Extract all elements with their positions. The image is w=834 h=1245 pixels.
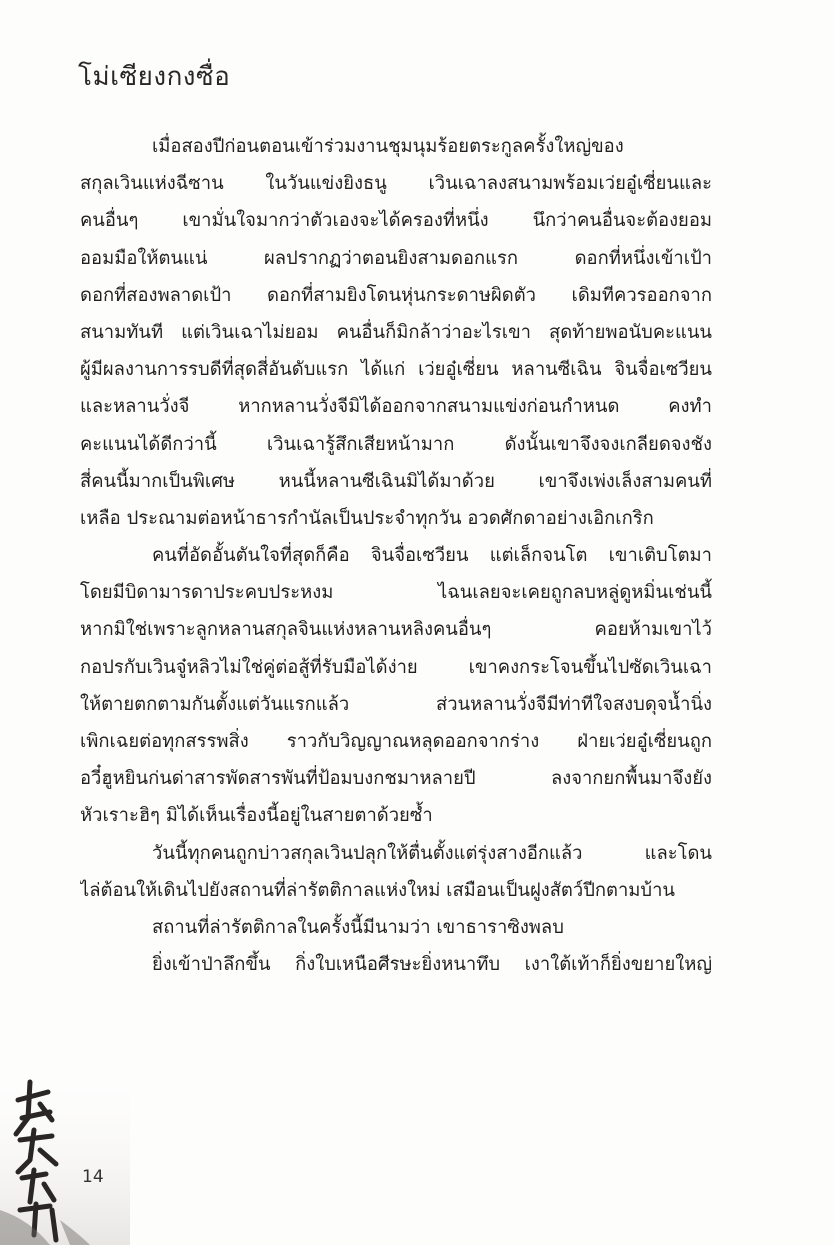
text-line: สี่คนนี้มากเป็นพิเศษ หนนี้หลานซีเฉินมิได้มาด้วย เขาจึงเพ่งเล็งสามคนที่: [80, 470, 712, 492]
text-line: ยิ่งเข้าป่าลึกขึ้น กิ่งใบเหนือศีรษะยิ่งหนาทึบ เงาใต้เท้าก็ยิ่งขยายใหญ่: [152, 954, 712, 976]
text-line: คะแนนได้ดีกว่านี้ เวินเฉารู้สึกเสียหน้ามาก ดังนั้นเขาจึงจงเกลียดจงชัง: [80, 433, 712, 455]
text-line: คนที่อัดอั้นตันใจที่สุดก็คือ จินจื่อเซวียน แต่เล็กจนโต เขาเติบโตมา: [152, 545, 712, 567]
text-line: วันนี้ทุกคนถูกบ่าวสกุลเวินปลุกให้ตื่นตั้งแต่รุ่งสางอีกแล้ว และโดน: [152, 842, 712, 864]
text-line: คนอื่นๆ เขามั่นใจมากว่าตัวเองจะได้ครองที่หนึ่ง นึกว่าคนอื่นจะต้องยอม: [80, 210, 712, 232]
text-line: สถานที่ล่ารัตติกาลในครั้งนี้มีนามว่า เขาธาราซิงพลบ: [152, 916, 564, 938]
text-line: ออมมือให้ตนแน่ ผลปรากฏว่าตอนยิงสามดอกแรก ดอกที่หนึ่งเข้าเป้า: [80, 247, 712, 269]
text-line: หัวเราะฮิๆ มิได้เห็นเรื่องนี้อยู่ในสายตาด้วยซ้ำ: [80, 805, 433, 827]
page-number: 14: [82, 1167, 104, 1187]
text-line: เมื่อสองปีก่อนตอนเข้าร่วมงานชุมนุมร้อยตระกูลครั้งใหญ่ของ: [152, 136, 624, 157]
text-line: และหลานวั่งจี หากหลานวั่งจีมิได้ออกจากสนามแข่งก่อนกำหนด คงทำ: [80, 396, 712, 418]
text-line: สนามทันที แต่เวินเฉาไม่ยอม คนอื่นก็มิกล้าว่าอะไรเขา สุดท้ายพอนับคะแนน: [80, 321, 712, 343]
text-line: โดยมีบิดามารดาประคบประหงม ไฉนเลยจะเคยถูกลบหลู่ดูหมิ่นเช่นนี้: [80, 582, 712, 604]
text-line: หากมิใช่เพราะลูกหลานสกุลจินแห่งหลานหลิงคนอื่นๆ คอยห้ามเขาไว้: [80, 619, 712, 641]
chapter-title: โม่เซียงกงซื่อ: [78, 62, 231, 92]
text-line: เหลือ ประณามต่อหน้าธารกำนัลเป็นประจำทุกวัน อวดศักดาอย่างเอิกเกริก: [80, 507, 654, 529]
body-text: [80, 128, 712, 983]
text-line: อวี๋ฮูหยินก่นด่าสารพัดสารพันที่ป้อมบงกชมาหลายปี ลงจากยกพื้นมาจึงยัง: [80, 768, 712, 790]
calligraphy-seal: [0, 1060, 130, 1245]
text-line: ไล่ต้อนให้เดินไปยังสถานที่ล่ารัตติกาลแห่งใหม่ เสมือนเป็นฝูงสัตว์ปีกตามบ้าน: [80, 879, 675, 901]
text-line: กอปรกับเวินจู๋หลิวไม่ใช่คู่ต่อสู้ที่รับมือได้ง่าย เขาคงกระโจนขึ้นไปซัดเวินเฉา: [80, 656, 712, 678]
text-line: สกุลเวินแห่งฉีซาน ในวันแข่งยิงธนู เวินเฉาลงสนามพร้อมเว่ยอู๋เซี่ยนและ: [80, 173, 712, 195]
text-line: เพิกเฉยต่อทุกสรรพสิ่ง ราวกับวิญญาณหลุดออกจากร่าง ฝ่ายเว่ยอู๋เซี่ยนถูก: [80, 731, 712, 752]
text-line: ผู้มีผลงานการรบดีที่สุดสี่อันดับแรก ได้แก่ เว่ยอู๋เซี่ยน หลานซีเฉิน จินจื่อเซวียน: [80, 359, 712, 381]
text-line: ให้ตายตกตามกันตั้งแต่วันแรกแล้ว ส่วนหลานวั่งจีมีท่าทีใจสงบดุจน้ำนิ่ง: [80, 693, 712, 715]
text-line: ดอกที่สองพลาดเป้า ดอกที่สามยิงโดนหุ่นกระดาษผิดตัว เดิมทีควรออกจาก: [80, 284, 712, 306]
